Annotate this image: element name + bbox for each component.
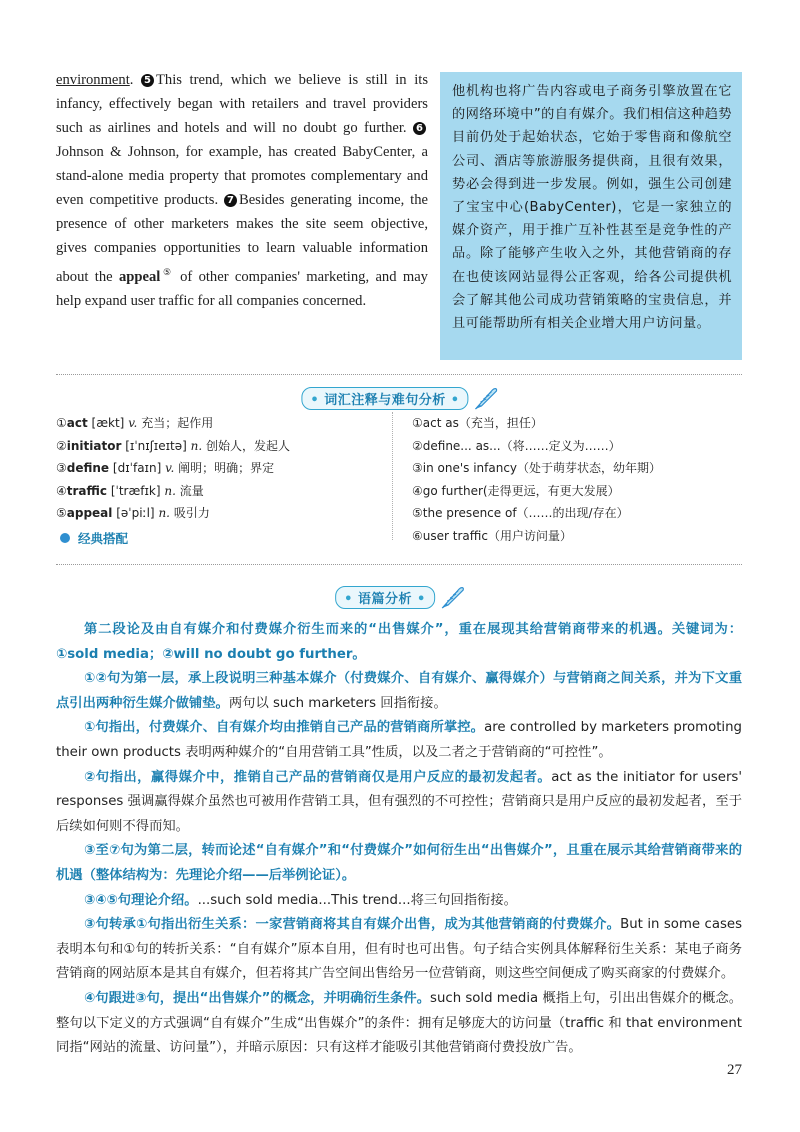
vocab-title-text: 词汇注释与难句分析 <box>324 392 446 408</box>
analysis-title-text: 语篇分析 <box>357 591 413 607</box>
vocab-pos: v. <box>165 461 175 476</box>
analysis-highlight: ②句指出，赢得媒介中，推销自己产品的营销商仅是用户反应的最初发起者。 <box>84 769 552 785</box>
phrase-item: ③in one's infancy（处于萌芽状态，幼年期） <box>412 461 662 476</box>
phrase-item: ①act as（充当，担任） <box>412 416 543 430</box>
sentence-6: Johnson & Johnson, for example, has created BabyCenter, a stand-alone media property that promotes complementary and even competitive products. <box>56 144 428 208</box>
vocab-word: traffic <box>66 483 108 498</box>
vocab-word: appeal <box>66 506 113 521</box>
bullet-icon <box>60 533 70 543</box>
vocab-phonetic: [ækt] <box>91 416 125 430</box>
analysis-highlight: ④句跟进③句，提出“出售媒介”的概念，并明确衍生条件。 <box>84 990 431 1006</box>
vocab-item <box>56 412 386 435</box>
vocab-num: ⑤ <box>56 506 67 521</box>
phrase-item: ⑥user traffic（用户访问量） <box>412 528 572 543</box>
analysis-text: But in some cases 表明本句和①句的转折关系：“自有媒介”原本自用，但有时也可出售。句子结合实例具体解释衍生关系：某电子商务营销商的网站原本是其自有媒介，但若将其广告空间出售给另一位营销商，则这些空间便成了购买商家的付费媒介。 <box>56 917 743 982</box>
analysis-paragraph <box>56 716 742 765</box>
vocab-meaning: 创始人，发起人 <box>206 438 291 453</box>
chinese-translation-box: 他机构也将广告内容或电子商务引擎放置在它的网络环境中”的自有媒介。我们相信这种趋势目前仍处于起始状态，它始于零售商和像航空公司、酒店等旅游服务提供商，且很有效果，势必会得到进一步发展。例如，强生公司创建了宝宝中心(BabyCenter)，它是一家独立的媒介资产，用于推广互补性甚至是竞争性的产品。除了能够产生收入之外，其他营销商的存在也使该网站显得公正客观，给各公司提供机会了解其他公司成功营销策略的宝贵信息，并且可能帮助所有相关企业增大用户访问量。 <box>440 72 742 360</box>
sentence-5: This trend, which we believe is still in its infancy, effectively began with retailers and travel providers such as airlines and hotels and will no doubt go further. <box>56 72 428 136</box>
analysis-text: are controlled by marketers promoting their own products 表明两种媒介的“自用营销工具”性质，以及二者之于营销商的“可控性”。 <box>56 720 742 760</box>
phrase-item: ②define... as...（将……定义为……） <box>412 438 621 453</box>
vocab-pos: n. <box>158 506 170 521</box>
analysis-highlight: 第二段论及由自有媒介和付费媒介衍生而来的“出售媒介”，重在展现其给营销商带来的机遇。关键词为：①sold media；②will no doubt go further。 <box>56 622 742 662</box>
classic-collocation-label <box>60 529 128 547</box>
vocab-item <box>56 435 386 458</box>
divider-top <box>56 374 742 375</box>
vocab-num: ① <box>56 416 67 430</box>
vocab-word: initiator <box>66 438 122 453</box>
quill-pen-icon <box>439 584 465 610</box>
classic-label-text: 经典搭配 <box>78 531 129 546</box>
text-period: . <box>129 72 142 88</box>
vocab-num: ④ <box>56 483 67 498</box>
vocab-phonetic: [ɪˈnɪʃɪeɪtə] <box>125 438 187 453</box>
quill-pen-icon <box>473 385 499 411</box>
phrase-item: ⑤the presence of（……的出现/存在） <box>412 506 629 521</box>
vocab-pos: v. <box>128 416 138 430</box>
analysis-section-header <box>335 584 465 610</box>
vocab-word: act <box>66 416 88 430</box>
page-number: 27 <box>727 1062 742 1078</box>
analysis-text: act as the initiator for users' responses 强调赢得媒介虽然也可被用作营销工具，但有强烈的不可控性；营销商只是用户反应的最初发起者，至于后续如何则不得而知。 <box>56 769 743 834</box>
analysis-paragraph <box>56 987 742 1061</box>
analysis-text: such sold media 概指上句，引出出售媒介的概念。整句以下定义的方式强调“自有媒介”生成“出售媒介”的条件：拥有足够庞大的访问量（traffic 和 that environment 同指“网站的流量、访问量”），并暗示原因：只有这样才能吸引其他营销商付费投放广告。 <box>56 990 742 1056</box>
analysis-text: 两句以 such marketers 回指衔接。 <box>228 695 447 711</box>
vocab-phonetic: [əˈpiːl] <box>116 506 155 521</box>
vocab-num: ② <box>56 438 67 453</box>
analysis-highlight: ①句指出，付费媒介、自有媒介均由推销自己产品的营销商所掌控。 <box>84 720 485 736</box>
analysis-paragraph <box>56 889 742 914</box>
analysis-highlight: ③至⑦句为第二层，转而论述“自有媒介”和“付费媒介”如何衍生出“出售媒介”，且重在展示其给营销商带来的机遇（整体结构为：先理论介绍——后举例论证）。 <box>56 843 742 883</box>
analysis-highlight: ③句转承①句指出衍生关系：一家营销商将其自有媒介出售，成为其他营销商的付费媒介。 <box>84 917 621 933</box>
sentence-7b: of other companies' marketing, and may help expand user traffic for all companies concerned. <box>56 268 428 309</box>
vocab-item <box>56 502 386 525</box>
vocab-pos: n. <box>164 483 176 498</box>
analysis-paragraph <box>56 618 742 667</box>
vocab-pos: n. <box>190 438 203 453</box>
top-section <box>56 68 742 360</box>
vocab-list <box>56 412 386 525</box>
vocab-meaning: 流量 <box>179 483 204 498</box>
vocab-num: ③ <box>56 461 67 476</box>
analysis-section-title: • 语篇分析 • <box>335 586 435 609</box>
word-appeal: appeal <box>118 268 161 285</box>
analysis-highlight: ①②句为第一层，承上段说明三种基本媒介（付费媒介、自有媒介、赢得媒介）与营销商之间关系，并为下文重点引出两种衍生媒介做铺垫。 <box>56 671 742 711</box>
column-separator <box>392 412 393 540</box>
phrase-list <box>412 412 742 548</box>
analysis-paragraph <box>56 913 742 987</box>
analysis-highlight: ③④⑤句理论介绍。 <box>84 892 198 908</box>
vocab-meaning: 阐明；明确；界定 <box>178 461 275 476</box>
divider-middle <box>56 564 742 565</box>
vocab-meaning: 吸引力 <box>173 506 210 521</box>
vocab-meaning: 充当；起作用 <box>141 416 214 430</box>
vocab-section-header <box>301 385 498 411</box>
sentence-6-marker: 6 <box>413 122 426 135</box>
analysis-body <box>56 618 742 1061</box>
analysis-text: ...such sold media...This trend...将三句回指衔接。 <box>197 892 517 908</box>
analysis-paragraph <box>56 766 742 840</box>
sentence-7-marker: 7 <box>224 194 237 207</box>
text-environment: environment <box>56 72 130 88</box>
vocab-item <box>56 480 386 503</box>
vocab-word: define <box>66 461 110 476</box>
english-paragraph <box>56 68 428 313</box>
footnote-5: ⑤ <box>160 267 174 277</box>
vocab-phonetic: [ˈtræfɪk] <box>110 483 161 498</box>
vocab-phonetic: [dɪˈfaɪn] <box>112 461 162 476</box>
phrase-item: ④go further(走得更远，有更大发展） <box>412 483 620 498</box>
sentence-5-marker: 5 <box>141 74 154 87</box>
vocab-item <box>56 457 386 480</box>
analysis-paragraph <box>56 667 742 716</box>
analysis-paragraph <box>56 839 742 888</box>
vocab-section-title: • 词汇注释与难句分析 • <box>301 387 468 410</box>
sentence-7a: Besides generating income, the presence of other marketers makes the site seem objective, gives companies opportunities to learn valuable information about the <box>56 192 428 285</box>
